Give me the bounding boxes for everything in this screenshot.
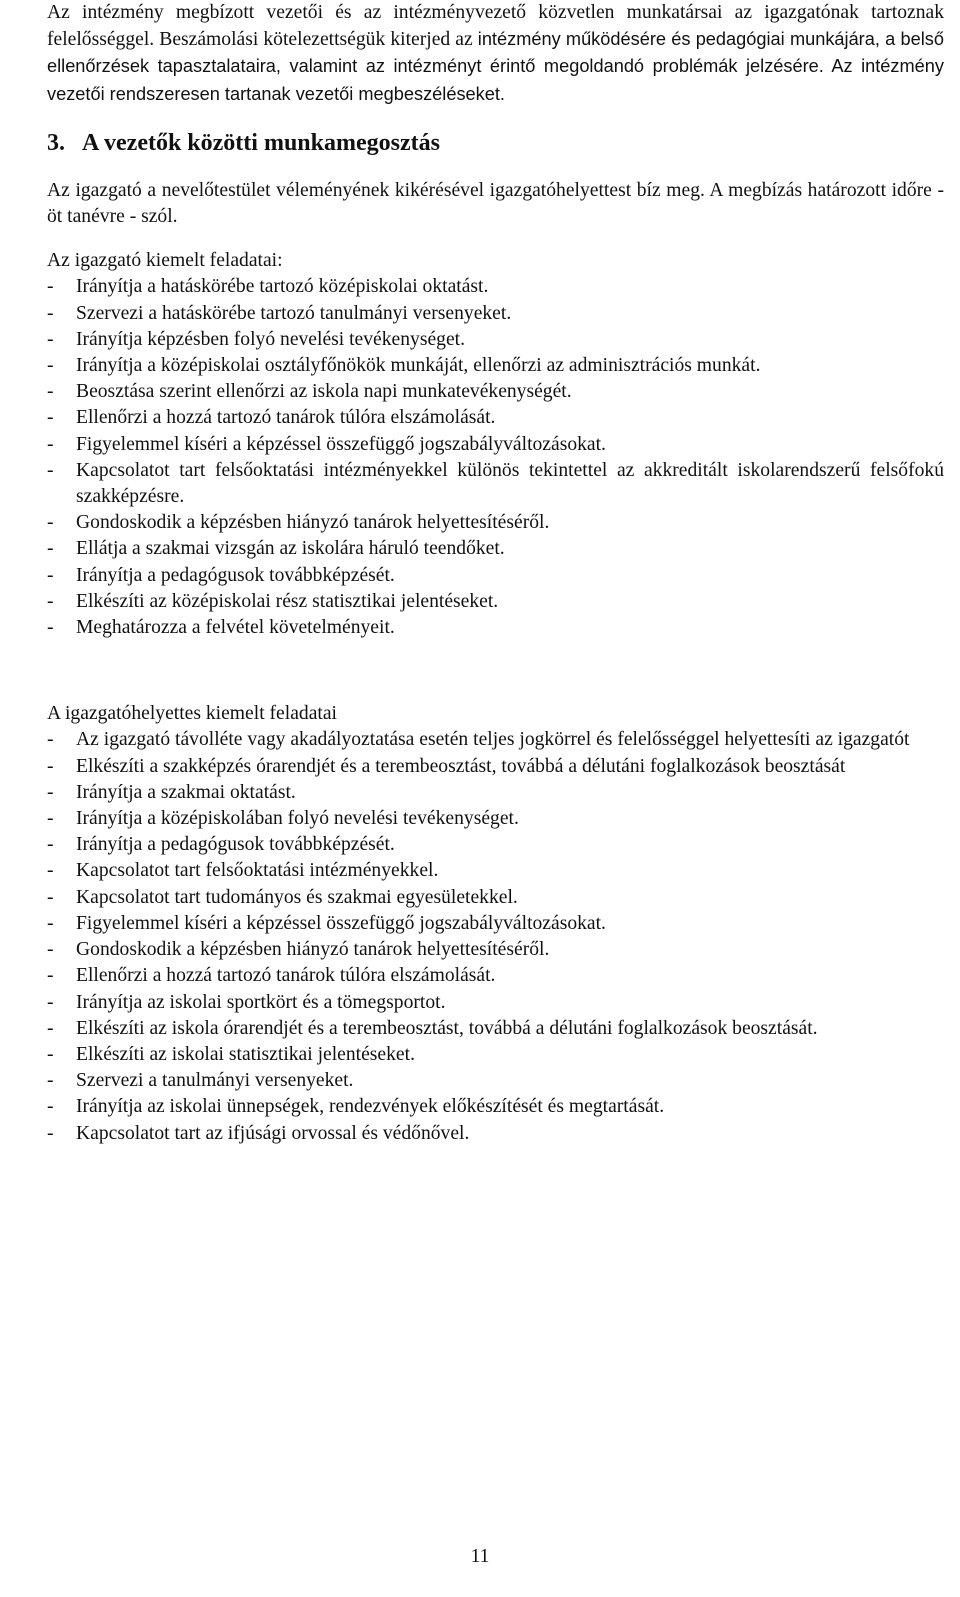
deputy-item — [47, 727, 944, 753]
director-item-text: Elkészíti az középiskolai rész statisztikai jelentéseket. — [76, 590, 499, 612]
deputy-item-text: Irányítja az iskolai sportkört és a tömegsportot. — [76, 991, 446, 1013]
director-item-text: Beosztása szerint ellenőrzi az iskola napi munkatevékenységét. — [76, 381, 572, 403]
deputy-item-text: Kapcsolatot tart az ifjúsági orvossal és védőnővel. — [76, 1122, 470, 1144]
intro-paragraph — [47, 0, 944, 108]
list-dash: - — [47, 1070, 54, 1092]
list-dash: - — [47, 433, 54, 455]
list-dash: - — [47, 538, 54, 560]
deputy-item — [47, 806, 944, 832]
director-tasks-heading: Az igazgató kiemelt feladatai: — [47, 250, 283, 272]
list-dash: - — [47, 590, 54, 612]
deputy-item-text: Elkészíti az iskola órarendjét és a terembeosztást, továbbá a délutáni foglalkozások beosztását. — [76, 1017, 818, 1039]
deputy-tasks — [47, 701, 944, 1146]
director-item — [47, 589, 944, 615]
deputy-item — [47, 780, 944, 806]
director-item — [47, 274, 944, 300]
deputy-task-list — [47, 727, 944, 1146]
deputy-tasks-heading: A igazgatóhelyettes kiemelt feladatai — [47, 703, 337, 725]
director-item — [47, 301, 944, 327]
director-item — [47, 405, 944, 431]
director-item — [47, 536, 944, 562]
list-dash: - — [47, 381, 54, 403]
director-item-text: Irányítja a középiskolai osztályfőnökök munkáját, ellenőrzi az adminisztrációs munkát. — [76, 355, 761, 377]
intro-text-serif: Az intézmény megbízott vezetői és az intézményvezető közvetlen munkatársai az igazgatónak tartoznak felelősséggel. Beszámolási kötelezettségük kiterjed az — [47, 2, 944, 51]
deputy-item-text: Gondoskodik a képzésben hiányzó tanárok helyettesítéséről. — [76, 939, 550, 961]
deputy-item — [47, 937, 944, 963]
deputy-item — [47, 885, 944, 911]
director-item — [47, 379, 944, 405]
deputy-item — [47, 1121, 944, 1147]
deputy-item-text: Irányítja a középiskolában folyó nevelési tevékenységet. — [76, 808, 519, 830]
deputy-item-text: Kapcsolatot tart felsőoktatási intézményekkel. — [76, 860, 439, 882]
deputy-item-text: Az igazgató távolléte vagy akadályoztatása esetén teljes jogkörrel és felelősséggel helyettesíti az igazgatót — [76, 729, 910, 751]
deputy-item — [47, 990, 944, 1016]
section-number: 3. — [47, 130, 65, 157]
list-dash: - — [47, 834, 54, 856]
list-dash: - — [47, 1043, 54, 1065]
list-dash: - — [47, 860, 54, 882]
deputy-item — [47, 1042, 944, 1068]
director-item — [47, 615, 944, 641]
director-item — [47, 563, 944, 589]
director-tasks — [47, 248, 944, 641]
deputy-item-text: Irányítja az iskolai ünnepségek, rendezvények előkészítését és megtartását. — [76, 1096, 665, 1118]
deputy-item-text: Szervezi a tanulmányi versenyeket. — [76, 1070, 354, 1092]
list-dash: - — [47, 276, 54, 298]
deputy-item — [47, 1068, 944, 1094]
deputy-item-text: Elkészíti a szakképzés órarendjét és a terembeosztást, továbbá a délutáni foglalkozások beosztását — [76, 755, 846, 777]
deputy-item-text: Kapcsolatot tart tudományos és szakmai egyesületekkel. — [76, 886, 518, 908]
director-item-text: Ellenőrzi a hozzá tartozó tanárok túlóra elszámolását. — [76, 407, 496, 429]
deputy-item-text: Irányítja a pedagógusok továbbképzését. — [76, 834, 395, 856]
list-dash: - — [47, 1096, 54, 1118]
director-item — [47, 458, 944, 510]
director-task-list — [47, 274, 944, 641]
list-dash: - — [47, 512, 54, 534]
intro-text-sans: intézmény működésére és pedagógiai munkájára, a belső ellenőrzések tapasztalataira, valamint az intézményt érintő megoldandó problémák jelzésére. Az intézmény vezetői rendszeresen tartanak vezetői megbeszéléseket. — [47, 29, 944, 104]
director-item — [47, 510, 944, 536]
list-dash: - — [47, 1017, 54, 1039]
director-item-text: Ellátja a szakmai vizsgán az iskolára háruló teendőket. — [76, 538, 505, 560]
list-dash: - — [47, 965, 54, 987]
list-dash: - — [47, 328, 54, 350]
document-page — [47, 0, 944, 1147]
deputy-item — [47, 1094, 944, 1120]
deputy-item — [47, 1016, 944, 1042]
list-dash: - — [47, 617, 54, 639]
director-item-text: Kapcsolatot tart felsőoktatási intézményekkel különös tekintettel az akkreditált iskolarendszerű felsőfokú szakképzésre. — [76, 459, 944, 508]
deputy-item-text: Ellenőrzi a hozzá tartozó tanárok túlóra elszámolását. — [76, 965, 496, 987]
director-item-text: Irányítja a pedagógusok továbbképzését. — [76, 564, 395, 586]
deputy-item — [47, 832, 944, 858]
director-item-text: Szervezi a hatáskörébe tartozó tanulmányi versenyeket. — [76, 302, 512, 324]
list-dash: - — [47, 991, 54, 1013]
section-paragraph: Az igazgató a nevelőtestület véleményének kikérésével igazgatóhelyettest bíz meg. A megbízás határozott időre - öt tanévre - szól. — [47, 179, 944, 228]
list-dash: - — [47, 459, 54, 481]
deputy-item — [47, 911, 944, 937]
list-dash: - — [47, 886, 54, 908]
director-item-text: Figyelemmel kíséri a képzéssel összefüggő jogszabályváltozásokat. — [76, 433, 606, 455]
director-item-text: Gondoskodik a képzésben hiányzó tanárok helyettesítéséről. — [76, 512, 550, 534]
page-number: 11 — [470, 1546, 490, 1567]
list-dash: - — [47, 355, 54, 377]
list-dash: - — [47, 407, 54, 429]
director-item — [47, 353, 944, 379]
list-dash: - — [47, 939, 54, 961]
director-item-text: Irányítja a hatáskörébe tartozó középiskolai oktatást. — [76, 276, 489, 298]
list-dash: - — [47, 564, 54, 586]
deputy-item-text: Elkészíti az iskolai statisztikai jelentéseket. — [76, 1043, 415, 1065]
director-item — [47, 327, 944, 353]
deputy-item — [47, 754, 944, 780]
deputy-item — [47, 858, 944, 884]
director-item — [47, 432, 944, 458]
list-dash: - — [47, 808, 54, 830]
list-dash: - — [47, 729, 54, 751]
section-heading — [47, 125, 944, 162]
list-dash: - — [47, 302, 54, 324]
deputy-item — [47, 963, 944, 989]
section-title: A vezetők közötti munkamegosztás — [82, 130, 440, 157]
director-item-text: Irányítja képzésben folyó nevelési tevékenységet. — [76, 328, 465, 350]
list-dash: - — [47, 781, 54, 803]
director-item-text: Meghatározza a felvétel követelményeit. — [76, 617, 395, 639]
list-dash: - — [47, 1122, 54, 1144]
deputy-item-text: Irányítja a szakmai oktatást. — [76, 781, 296, 803]
list-dash: - — [47, 755, 54, 777]
list-dash: - — [47, 912, 54, 934]
deputy-item-text: Figyelemmel kíséri a képzéssel összefüggő jogszabályváltozásokat. — [76, 912, 606, 934]
